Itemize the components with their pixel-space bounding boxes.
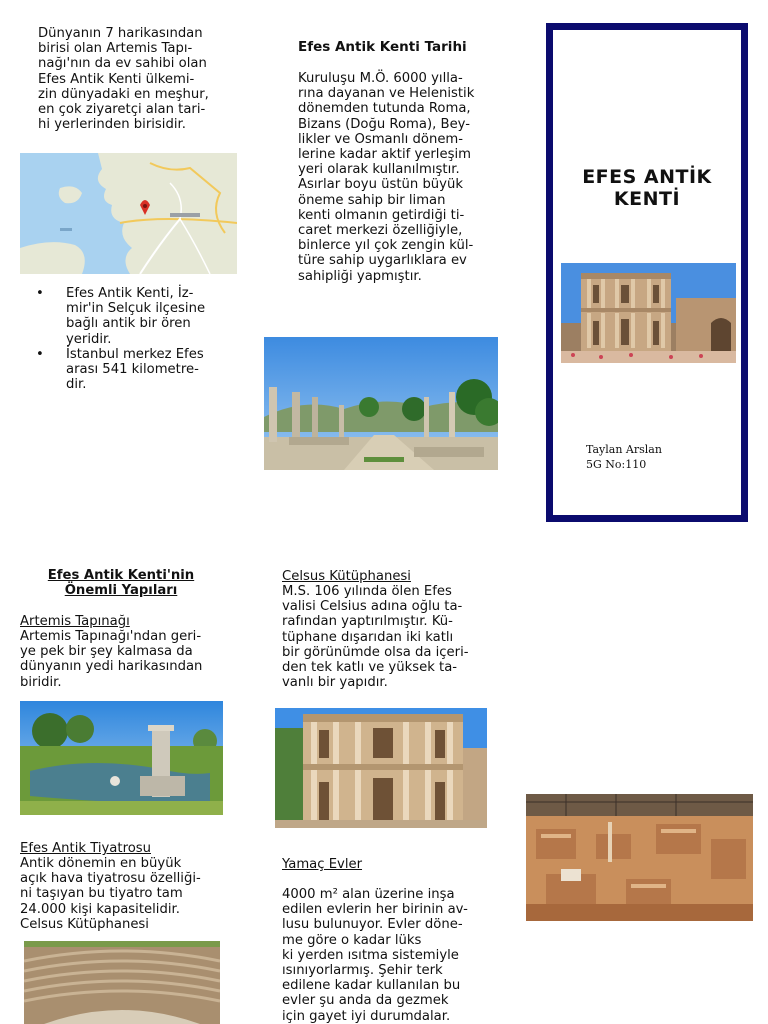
structures-heading: Efes Antik Kenti'nin Önemli Yapıları — [47, 568, 195, 599]
theatre-title: Efes Antik Tiyatrosu — [20, 841, 151, 856]
theatre-image — [24, 941, 220, 1024]
celsus-library-image — [275, 708, 487, 828]
author-name: Taylan Arslan — [586, 443, 662, 456]
class-number: 5G No:110 — [586, 458, 647, 471]
cover-image — [561, 263, 736, 363]
cover-panel — [546, 23, 748, 522]
list-item: • Efes Antik Kenti, İz- mir'in Selçuk ilçesine bağlı antik bir ören yeridir. — [20, 286, 240, 347]
history-text: Kuruluşu M.Ö. 6000 yılla- rına dayanan ve Helenistik dönemden tutunda Roma, Bizans (Doğu Roma), Bey- likler ve Osmanlı dönem- lerine kadar aktif yerleşim yeri olarak kullanılmıştır. Asırlar boyu üstün büyük öneme sahip bir liman kenti olmanın getirdiği ti- caret merkezi özelliğiyle, binlerce yıl çok zengin kül- türe sahip uygarlıklara ev sahipliği yapmıştır. — [298, 71, 475, 284]
artemis-text: Artemis Tapınağı'ndan geri- ye pek bir şey kalmasa da dünyanın yedi harikasından biridir. — [20, 629, 203, 690]
terrace-houses-image — [526, 794, 753, 921]
list-item: • İstanbul merkez Efes arası 541 kilometre- dir. — [20, 347, 240, 393]
houses-text: 4000 m² alan üzerine inşa edilen evlerin her birinin av- lusu bulunuyor. Evler döne- me göre o kadar lüks ki yerden ısıtma sistemiyle ısınıyorlarmış. Şehir terk edilene kadar kullanılan bu evler şu anda da gezmek için gayet iyi durumdalar. — [282, 887, 468, 1024]
author-info — [586, 442, 662, 472]
history-heading: Efes Antik Kenti Tarihi — [298, 39, 467, 55]
theatre-text: Antik dönemin en büyük açık hava tiyatrosu özelliği- ni taşıyan bu tiyatro tam 24.000 kişi kapasitelidir. Celsus Kütüphanesi — [20, 856, 201, 932]
artemis-title: Artemis Tapınağı — [20, 614, 130, 629]
artemis-temple-image — [20, 701, 223, 815]
cover-title: EFES ANTİK KENTİ — [582, 166, 712, 210]
facts-list — [20, 286, 240, 392]
celsus-text: M.S. 106 yılında ölen Efes valisi Celsius adına oğlu ta- rafından yaptırılmıştır. Kü- tüphane dışarıdan iki katlı bir görünümde olsa da içeri- den tek katlı ve yüksek ta- vanlı bir yapıdır. — [282, 584, 469, 691]
intro-text: Dünyanın 7 harikasından birisi olan Artemis Tapı- nağı'nın da ev sahibi olan Efes Antik Kenti ülkemi- zin dünyadaki en meşhur, en çok ziyaretçi alan tari- hi yerlerinden birisidir. — [38, 26, 209, 133]
map-image — [20, 153, 237, 274]
celsus-title: Celsus Kütüphanesi — [282, 569, 411, 584]
houses-title: Yamaç Evler — [282, 857, 363, 872]
arcadian-street-image — [264, 337, 498, 470]
